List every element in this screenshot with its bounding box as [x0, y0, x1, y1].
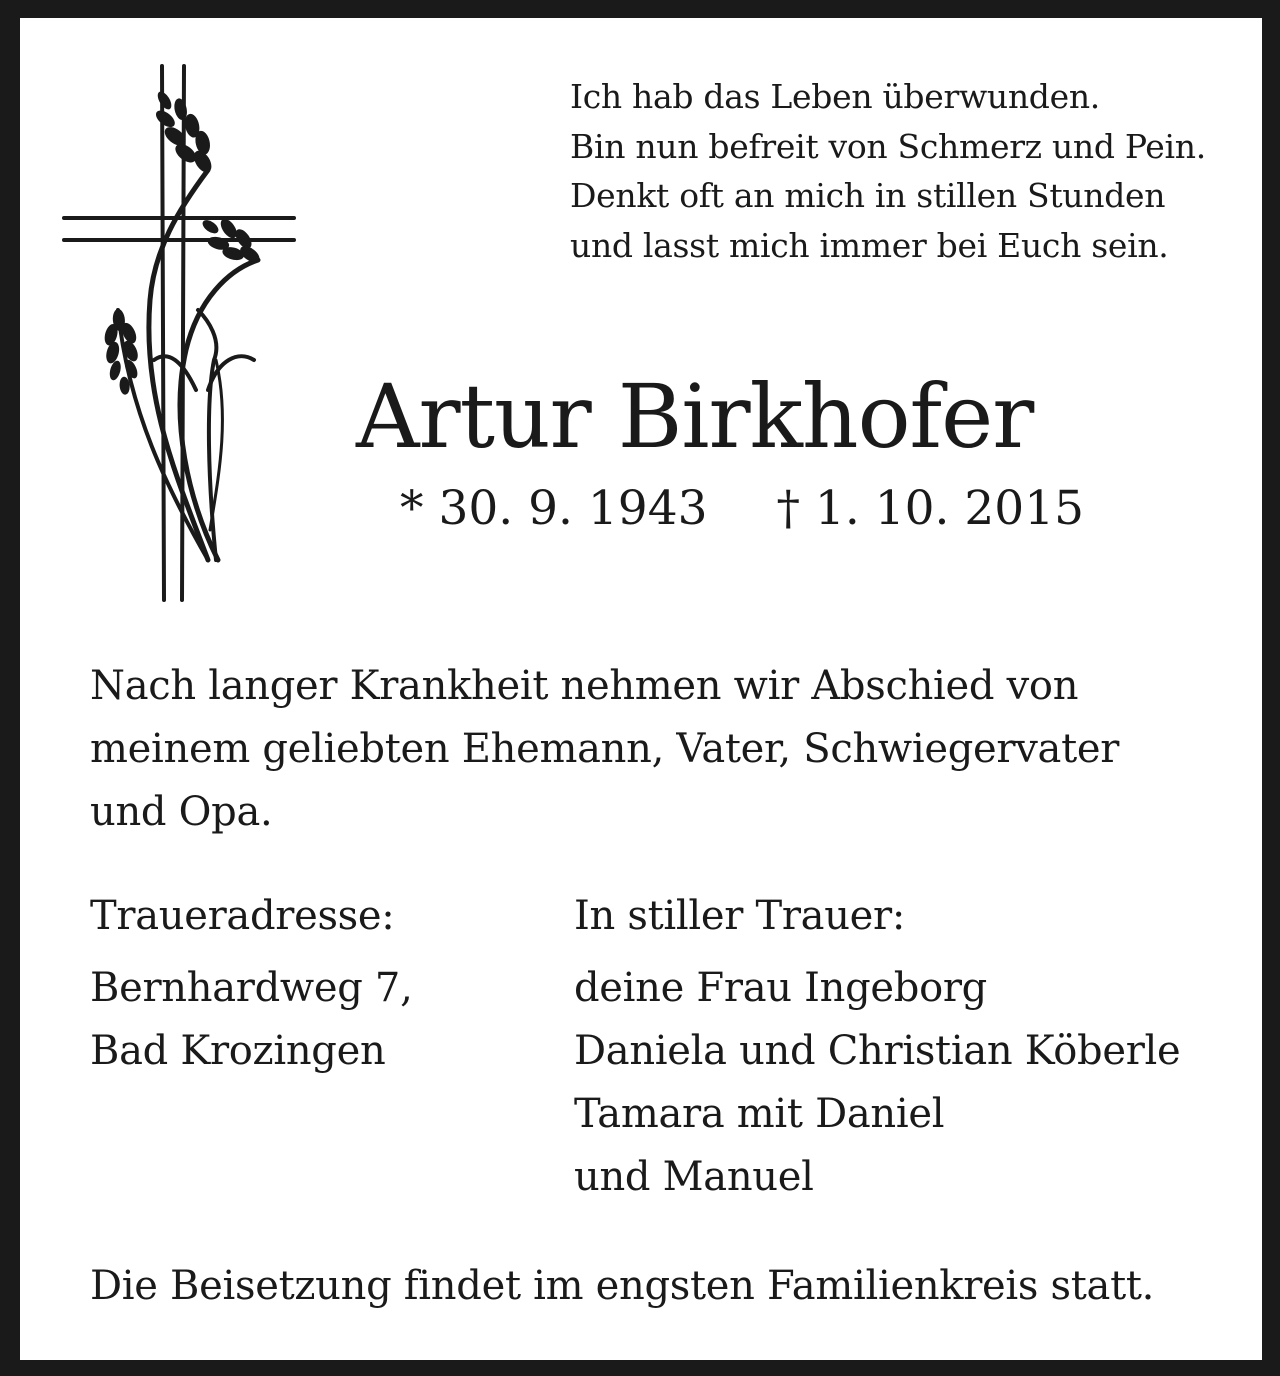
mourners-heading: In stiller Trauer:: [574, 893, 906, 939]
farewell-line: und Opa.: [90, 789, 273, 835]
address-line: Bernhardweg 7,: [90, 965, 413, 1011]
deceased-name: Artur Birkhofer: [356, 365, 1034, 468]
poem-line: Bin nun befreit von Schmerz und Pein.: [570, 126, 1206, 166]
poem-line: Denkt oft an mich in stillen Stunden: [570, 176, 1166, 215]
poem-line: und lasst mich immer bei Euch sein.: [570, 225, 1169, 265]
life-dates: [400, 478, 1085, 540]
address-lines: [90, 957, 550, 1083]
mourning-address: [90, 885, 550, 1083]
mourner-line: Tamara mit Daniel: [574, 1091, 945, 1137]
birth-date: * 30. 9. 1943: [400, 481, 708, 536]
poem-line: Ich hab das Leben überwunden.: [570, 77, 1100, 116]
mourner-line: und Manuel: [574, 1154, 814, 1200]
farewell-line: Nach langer Krankheit nehmen wir Abschied von: [90, 663, 1079, 709]
burial-note: Die Beisetzung findet im engsten Familienkreis statt.: [90, 1263, 1155, 1309]
address-line: Bad Krozingen: [90, 1028, 386, 1074]
death-date: † 1. 10. 2015: [776, 481, 1085, 536]
farewell-line: meinem geliebten Ehemann, Vater, Schwiegervater: [90, 726, 1120, 772]
farewell-text: [90, 655, 1230, 844]
mourner-line: Daniela und Christian Köberle: [574, 1028, 1181, 1074]
memorial-poem: [570, 72, 1260, 270]
mourners-list: [574, 957, 1254, 1209]
cross-with-wheat-icon: [58, 60, 298, 605]
mourner-line: deine Frau Ingeborg: [574, 965, 987, 1011]
address-heading: Traueradresse:: [90, 893, 395, 939]
mourners-block: [574, 885, 1254, 1209]
